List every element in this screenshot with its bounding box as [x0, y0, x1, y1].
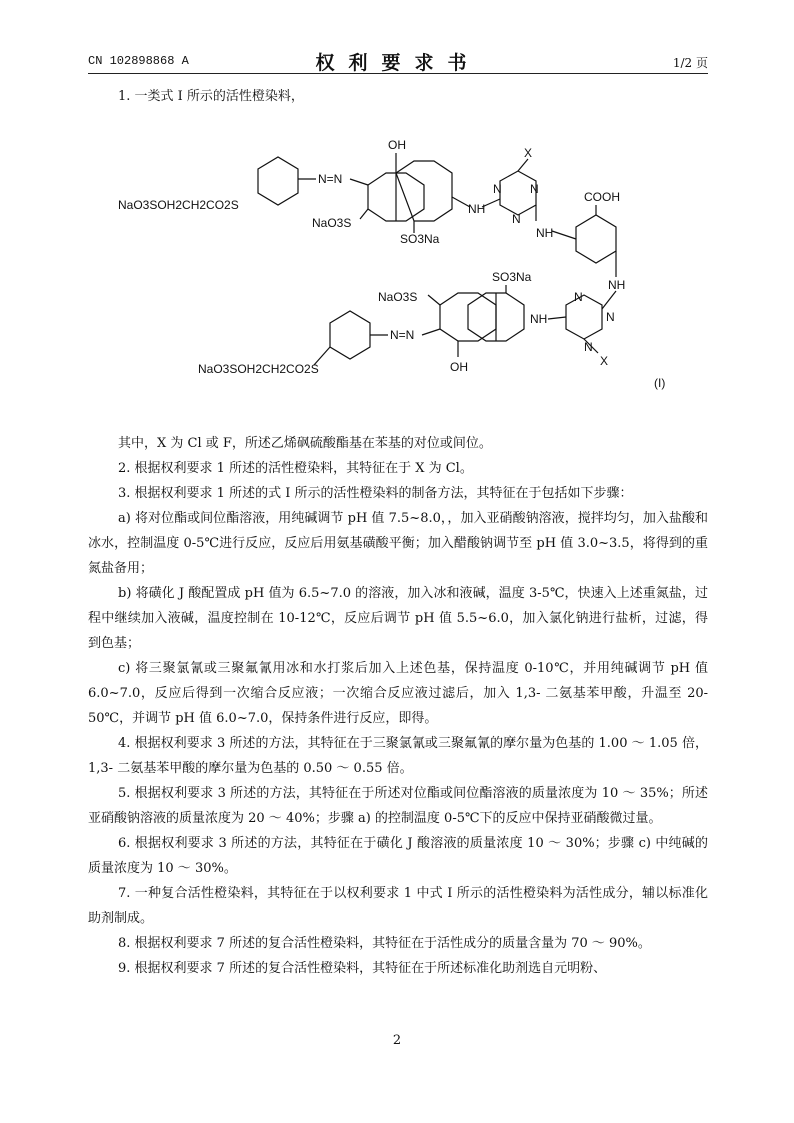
so3na-label-top: SO3Na: [400, 232, 440, 246]
claim-4: 4. 根据权利要求 3 所述的方法，其特征在于三聚氯氰或三聚氟氰的摩尔量为色基的 1.00 ～ 1.05 倍，1,3- 二氨基苯甲酸的摩尔量为色基的 0.50 ～ 0.55 倍。: [88, 736, 708, 776]
nh-label-3: NH: [608, 278, 626, 292]
so3na-label-bottom: SO3Na: [492, 270, 532, 284]
structure-formula-I: [88, 109, 708, 431]
claim-2: 2. 根据权利要求 1 所述的活性橙染料，其特征在于 X 为 Cl。: [118, 461, 473, 476]
nh-label-4: NH: [530, 312, 548, 326]
claim-9: 9. 根据权利要求 7 所述的复合活性橙染料，其特征在于所述标准化助剂选自元明粉、: [118, 961, 607, 976]
claim-7: 7. 一种复合活性橙染料，其特征在于以权利要求 1 中式 I 所示的活性橙染料为活性成分，辅以标准化助剂制成。: [88, 886, 708, 926]
oh-label-top: OH: [388, 138, 406, 152]
ester-chain-bottom: NaO3SOH2CH2CO2S: [198, 362, 319, 376]
n-label-5: N: [606, 310, 615, 324]
nh-label-2: NH: [536, 226, 554, 240]
claim-1-definition: 其中，X 为 Cl 或 F，所述乙烯砜硫酸酯基在苯基的对位或间位。: [118, 436, 492, 451]
n-label-4: N: [574, 290, 583, 304]
n-label-3: N: [512, 212, 521, 226]
chemical-structure-figure: [88, 109, 708, 431]
claim-3-step-a: a) 将对位酯或间位酯溶液，用纯碱调节 pH 值 7.5~8.0，，加入亚硝酸钠溶液，搅拌均匀，加入盐酸和冰水，控制温度 0-5℃进行反应，反应后用氨基磺酸平衡；加入醋酸钠调节至 pH 值 3.0~3.5，将得到的重氮盐备用；: [88, 511, 708, 576]
oh-label-bottom: OH: [450, 360, 468, 374]
cooh-label: COOH: [584, 190, 620, 204]
claim-1: 1. 一类式 I 所示的活性橙染料，: [118, 89, 304, 104]
x-label-bottom: X: [600, 354, 609, 368]
page-info: 1/2 页: [672, 56, 708, 70]
claim-5: 5. 根据权利要求 3 所述的方法，其特征在于所述对位酯或间位酯溶液的质量浓度为 10 ～ 35%；所述亚硝酸钠溶液的质量浓度为 20 ～ 40%；步骤 a) 的控制温度 0-5℃下的反应中保持亚硝酸微过量。: [88, 786, 708, 826]
patent-number: CN 102898868 A: [88, 54, 189, 68]
azo-label-top: N=N: [318, 172, 343, 186]
n-label-1: N: [493, 182, 502, 196]
azo-label-bottom: N=N: [390, 328, 415, 342]
n-label-6: N: [584, 340, 593, 354]
page-number: 2: [392, 1033, 402, 1048]
claims-body: [88, 84, 708, 981]
formula-id: (I): [654, 376, 666, 390]
nh-label-1: NH: [468, 202, 486, 216]
claim-8: 8. 根据权利要求 7 所述的复合活性橙染料，其特征在于活性成分的质量含量为 70 ～ 90%。: [118, 936, 651, 951]
claim-3-step-c: c) 将三聚氯氰或三聚氟氰用冰和水打浆后加入上述色基，保持温度 0-10℃，并用纯碱调节 pH 值 6.0~7.0，反应后得到一次缩合反应液；一次缩合反应液过滤后，加入 1,3- 二氨基苯甲酸，升温至 20-50℃，并调节 pH 值 6.0~7.0，保持条件进行反应，即得。: [88, 661, 708, 726]
n-label-2: N: [530, 182, 539, 196]
ester-chain-top: NaO3SOH2CH2CO2S: [118, 198, 239, 212]
page-header: [88, 50, 708, 74]
claim-3: 3. 根据权利要求 1 所述的式 I 所示的活性橙染料的制备方法，其特征在于包括如下步骤：: [118, 486, 633, 501]
x-label-top: X: [524, 146, 533, 160]
claim-6: 6. 根据权利要求 3 所述的方法，其特征在于磺化 J 酸溶液的质量浓度 10 ～ 30%；步骤 c) 中纯碱的质量浓度为 10 ～ 30%。: [88, 836, 708, 876]
naso3-label-top: NaO3S: [312, 216, 352, 230]
naso3-label-bottom: NaO3S: [378, 290, 418, 304]
header-rule: [88, 73, 708, 74]
section-title: 权利要求书: [315, 52, 481, 74]
claim-3-step-b: b) 将磺化 J 酸配置成 pH 值为 6.5~7.0 的溶液，加入冰和液碱，温度 3-5℃，快速入上述重氮盐，过程中继续加入液碱，温度控制在 10-12℃，反应后调节 pH 值 5.5~6.0，加入氯化钠进行盐析，过滤，得到色基；: [88, 586, 708, 651]
